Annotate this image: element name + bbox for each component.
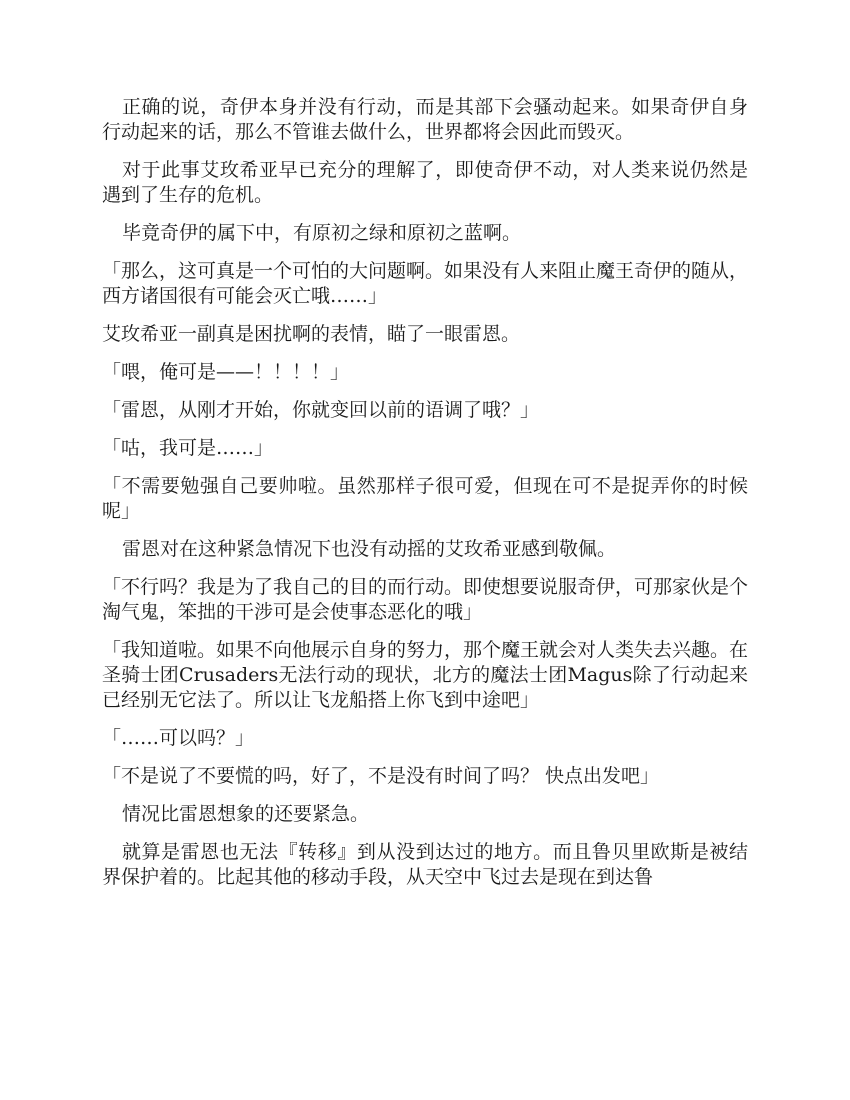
paragraph-5: 雷恩对在这种紧急情况下也没有动摇的艾玫希亚感到敬佩。: [121, 538, 616, 560]
paragraph-4: 艾玫希亚一副真是困扰啊的表情，瞄了一眼雷恩。: [102, 323, 521, 345]
dialogue-9: 「不是说了不要慌的吗，好了，不是没有时间了吗？ 快点出发吧」: [102, 765, 660, 787]
paragraph-2: 对于此事艾玫希亚早已充分的理解了，即使奇伊不动，对人类来说仍然是遇到了生存的危机。: [102, 159, 748, 206]
dialogue-3: 「雷恩，从刚才开始，你就变回以前的语调了哦？」: [102, 399, 540, 421]
dialogue-1: 「那么，这可真是一个可怕的大问题啊。如果没有人来阻止魔王奇伊的随从，西方诸国很有可能会灭亡哦……」: [102, 260, 749, 307]
dialogue-2: 「喂，俺可是——！！！！」: [102, 361, 350, 383]
dialogue-6: 「不行吗？我是为了我自己的目的而行动。即使想要说服奇伊，可那家伙是个淘气鬼，笨拙的干涉可是会使事态恶化的哦」: [102, 576, 749, 623]
dialogue-7: 「我知道啦。如果不向他展示自身的努力，那个魔王就会对人类失去兴趣。在圣骑士团Crusaders无法行动的现状，北方的魔法士团Magus除了行动起来已经别无它法了。所以让飞龙船搭上你飞到中途吧」: [102, 639, 749, 711]
dialogue-4: 「咕，我可是……」: [102, 437, 274, 459]
dialogue-8: 「……可以吗？」: [102, 727, 255, 749]
paragraph-3: 毕竟奇伊的属下中，有原初之绿和原初之蓝啊。: [121, 222, 521, 244]
paragraph-1: 正确的说，奇伊本身并没有行动，而是其部下会骚动起来。如果奇伊自身行动起来的话，那么不管谁去做什么，世界都将会因此而毁灭。: [102, 96, 748, 143]
paragraph-6: 情况比雷恩想象的还要紧急。: [121, 803, 369, 825]
paragraph-7: 就算是雷恩也无法『转移』到从没到达过的地方。而且鲁贝里欧斯是被结界保护着的。比起其他的移动手段，从天空中飞过去是现在到达鲁: [102, 841, 748, 888]
dialogue-5: 「不需要勉强自己要帅啦。虽然那样子很可爱，但现在可不是捉弄你的时候呢」: [102, 475, 748, 522]
document-body: [102, 95, 748, 903]
